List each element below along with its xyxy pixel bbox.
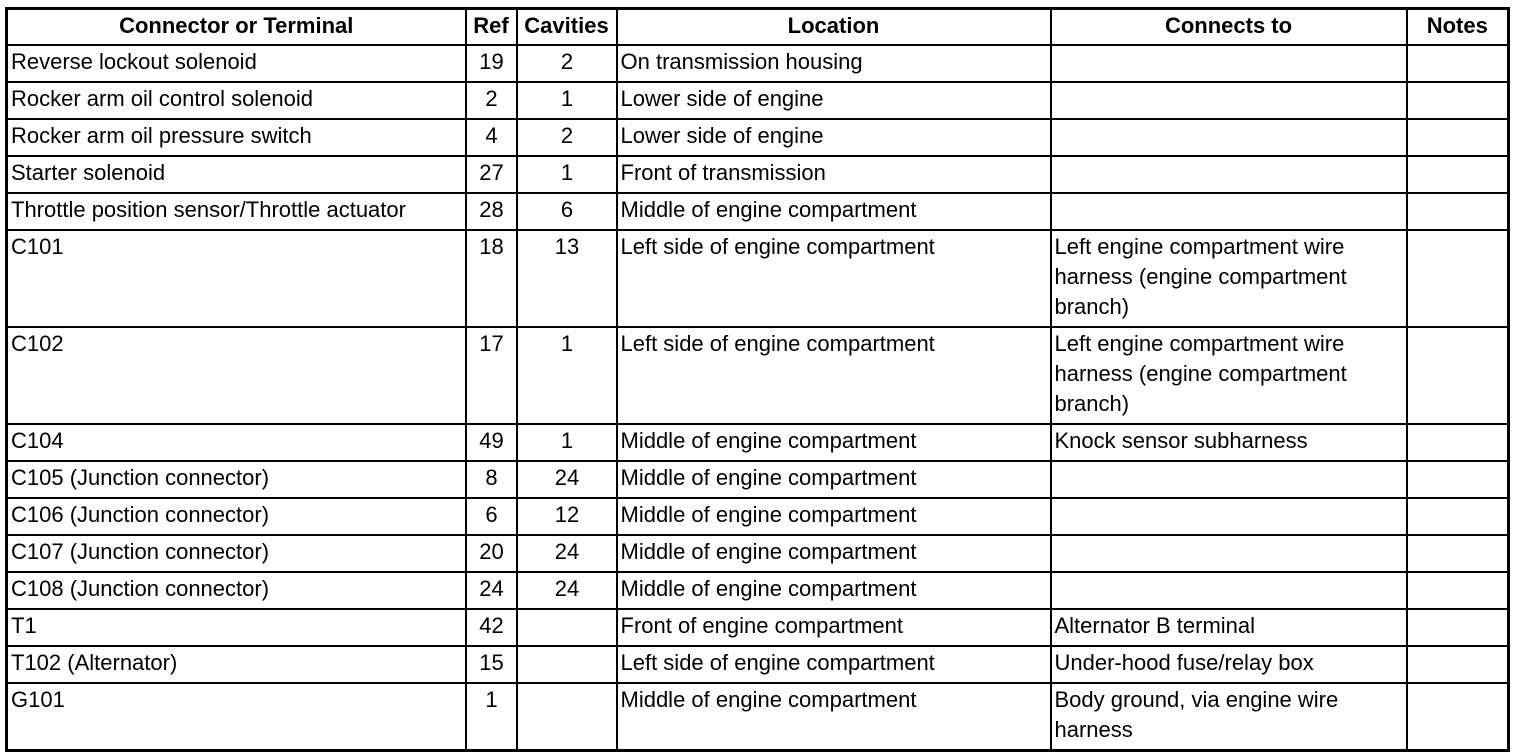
ref-cell: 4 <box>466 119 517 156</box>
notes-cell <box>1407 82 1509 119</box>
cavities-cell <box>517 646 617 683</box>
connector-cell: C107 (Junction connector) <box>7 535 466 572</box>
connector-cell: Reverse lockout solenoid <box>7 45 466 82</box>
location-cell: Middle of engine compartment <box>617 498 1051 535</box>
ref-cell: 49 <box>466 424 517 461</box>
header-cavities: Cavities <box>517 9 617 46</box>
notes-cell <box>1407 535 1509 572</box>
notes-cell <box>1407 609 1509 646</box>
table-row <box>7 327 1509 424</box>
location-cell: Left side of engine compartment <box>617 230 1051 327</box>
connector-cell: Rocker arm oil pressure switch <box>7 119 466 156</box>
cavities-cell: 6 <box>517 193 617 230</box>
connects-to-cell <box>1051 156 1407 193</box>
table-row <box>7 230 1509 327</box>
cavities-cell: 2 <box>517 45 617 82</box>
location-cell: Lower side of engine <box>617 119 1051 156</box>
connector-cell: C105 (Junction connector) <box>7 461 466 498</box>
location-cell: Middle of engine compartment <box>617 683 1051 750</box>
notes-cell <box>1407 45 1509 82</box>
cavities-cell: 2 <box>517 119 617 156</box>
table-row <box>7 45 1509 82</box>
ref-cell: 6 <box>466 498 517 535</box>
notes-cell <box>1407 683 1509 750</box>
connector-cell: C101 <box>7 230 466 327</box>
ref-cell: 1 <box>466 683 517 750</box>
ref-cell: 24 <box>466 572 517 609</box>
ref-cell: 2 <box>466 82 517 119</box>
notes-cell <box>1407 230 1509 327</box>
connector-cell: C104 <box>7 424 466 461</box>
connector-cell: C106 (Junction connector) <box>7 498 466 535</box>
connects-to-cell: Alternator B terminal <box>1051 609 1407 646</box>
notes-cell <box>1407 572 1509 609</box>
location-cell: Front of engine compartment <box>617 609 1051 646</box>
connector-cell: Rocker arm oil control solenoid <box>7 82 466 119</box>
location-cell: Middle of engine compartment <box>617 461 1051 498</box>
header-notes: Notes <box>1407 9 1509 46</box>
connects-to-cell <box>1051 461 1407 498</box>
location-cell: Lower side of engine <box>617 82 1051 119</box>
notes-cell <box>1407 461 1509 498</box>
connects-to-cell <box>1051 498 1407 535</box>
ref-cell: 19 <box>466 45 517 82</box>
connector-cell: G101 <box>7 683 466 750</box>
location-cell: Left side of engine compartment <box>617 646 1051 683</box>
connects-to-cell <box>1051 119 1407 156</box>
table-row <box>7 424 1509 461</box>
header-ref: Ref <box>466 9 517 46</box>
ref-cell: 15 <box>466 646 517 683</box>
table-row <box>7 609 1509 646</box>
connector-cell: C108 (Junction connector) <box>7 572 466 609</box>
table-row <box>7 193 1509 230</box>
location-cell: Middle of engine compartment <box>617 535 1051 572</box>
connects-to-cell <box>1051 572 1407 609</box>
connects-to-cell: Left engine compartment wire harness (engine compartment branch) <box>1051 230 1407 327</box>
ref-cell: 18 <box>466 230 517 327</box>
table-row <box>7 683 1509 750</box>
ref-cell: 17 <box>466 327 517 424</box>
connects-to-cell: Left engine compartment wire harness (engine compartment branch) <box>1051 327 1407 424</box>
cavities-cell: 24 <box>517 572 617 609</box>
cavities-cell: 13 <box>517 230 617 327</box>
table-row <box>7 119 1509 156</box>
notes-cell <box>1407 193 1509 230</box>
location-cell: Middle of engine compartment <box>617 193 1051 230</box>
header-connector: Connector or Terminal <box>7 9 466 46</box>
location-cell: Left side of engine compartment <box>617 327 1051 424</box>
notes-cell <box>1407 646 1509 683</box>
cavities-cell: 1 <box>517 156 617 193</box>
location-cell: Front of transmission <box>617 156 1051 193</box>
table-row <box>7 535 1509 572</box>
connector-cell: C102 <box>7 327 466 424</box>
connects-to-cell <box>1051 193 1407 230</box>
header-location: Location <box>617 9 1051 46</box>
connector-cell: Starter solenoid <box>7 156 466 193</box>
cavities-cell: 24 <box>517 535 617 572</box>
notes-cell <box>1407 119 1509 156</box>
cavities-cell <box>517 683 617 750</box>
notes-cell <box>1407 327 1509 424</box>
cavities-cell: 1 <box>517 327 617 424</box>
table-row <box>7 646 1509 683</box>
connects-to-cell: Body ground, via engine wire harness <box>1051 683 1407 750</box>
location-cell: Middle of engine compartment <box>617 572 1051 609</box>
ref-cell: 28 <box>466 193 517 230</box>
table-row <box>7 572 1509 609</box>
header-row <box>7 9 1509 46</box>
ref-cell: 8 <box>466 461 517 498</box>
connector-table <box>5 7 1510 752</box>
connects-to-cell: Under-hood fuse/relay box <box>1051 646 1407 683</box>
table-row <box>7 461 1509 498</box>
ref-cell: 20 <box>466 535 517 572</box>
cavities-cell <box>517 609 617 646</box>
ref-cell: 27 <box>466 156 517 193</box>
cavities-cell: 24 <box>517 461 617 498</box>
connector-cell: Throttle position sensor/Throttle actuator <box>7 193 466 230</box>
table-row <box>7 82 1509 119</box>
connects-to-cell <box>1051 82 1407 119</box>
cavities-cell: 12 <box>517 498 617 535</box>
ref-cell: 42 <box>466 609 517 646</box>
connects-to-cell <box>1051 45 1407 82</box>
table-row <box>7 498 1509 535</box>
location-cell: Middle of engine compartment <box>617 424 1051 461</box>
notes-cell <box>1407 424 1509 461</box>
location-cell: On transmission housing <box>617 45 1051 82</box>
connects-to-cell <box>1051 535 1407 572</box>
table-row <box>7 156 1509 193</box>
notes-cell <box>1407 156 1509 193</box>
connector-cell: T1 <box>7 609 466 646</box>
cavities-cell: 1 <box>517 424 617 461</box>
connector-cell: T102 (Alternator) <box>7 646 466 683</box>
cavities-cell: 1 <box>517 82 617 119</box>
header-connects-to: Connects to <box>1051 9 1407 46</box>
notes-cell <box>1407 498 1509 535</box>
connects-to-cell: Knock sensor subharness <box>1051 424 1407 461</box>
